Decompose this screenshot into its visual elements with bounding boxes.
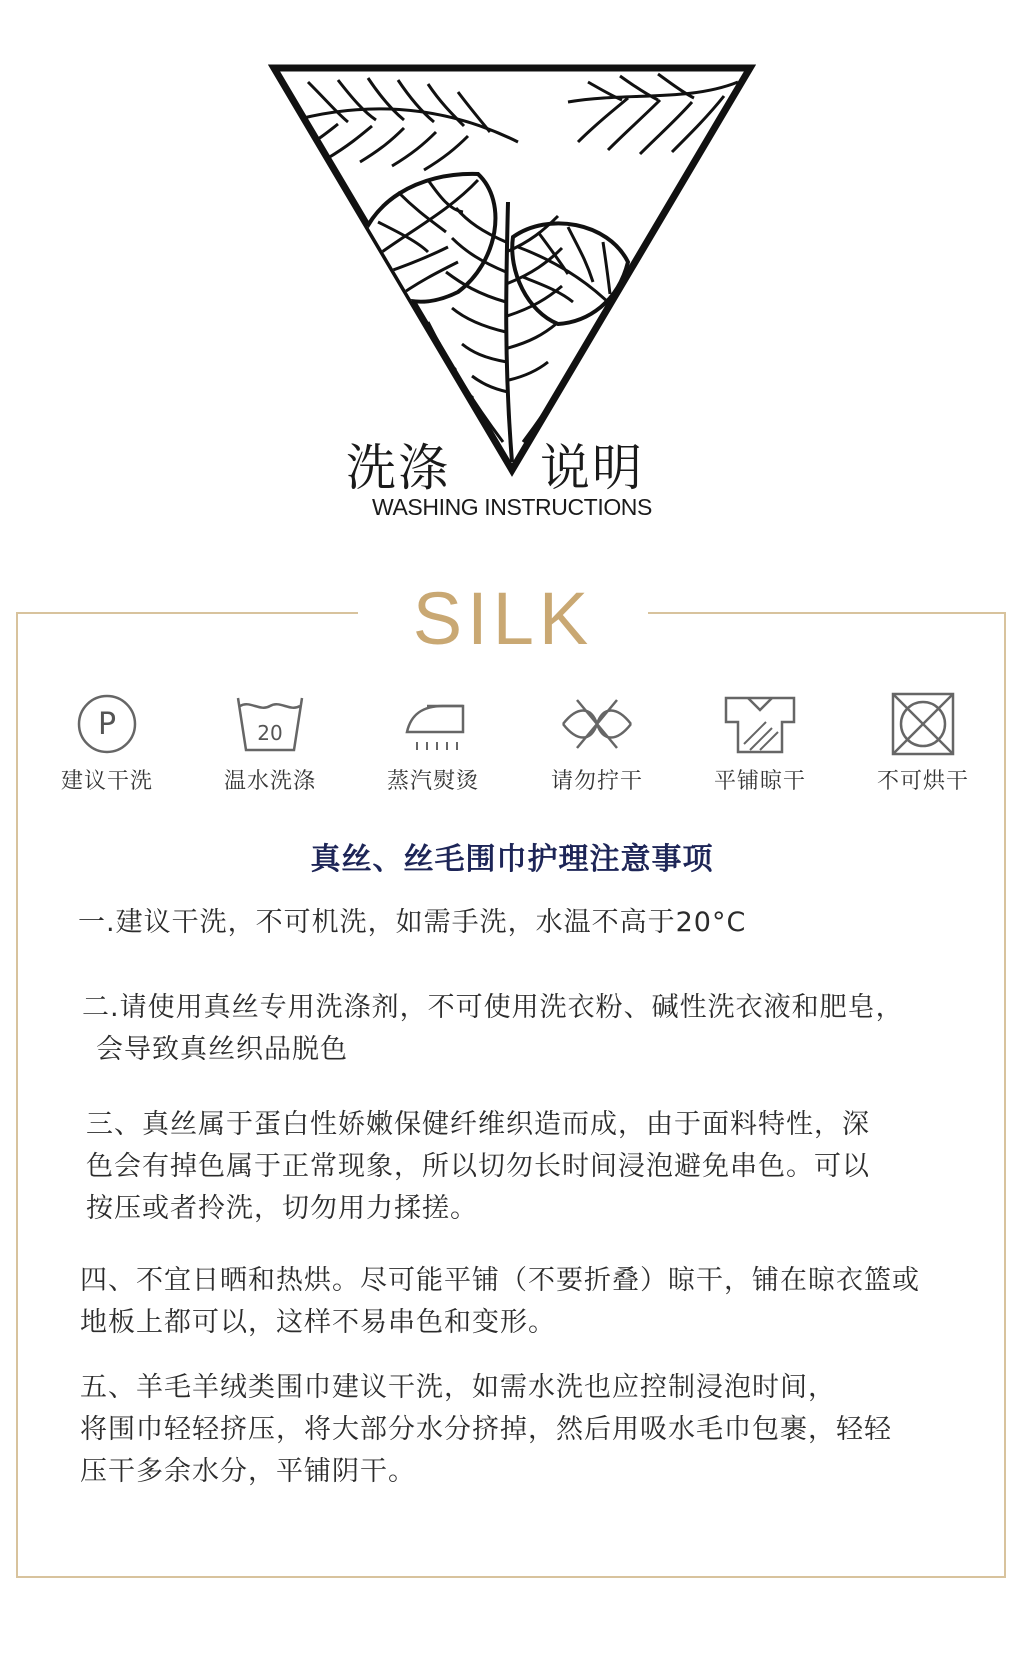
care-label: 平铺晾干 xyxy=(713,769,806,794)
note-line: 地板上都可以，这样不易串色和变形。 xyxy=(80,1307,556,1338)
care-label: 请勿拧干 xyxy=(550,769,643,794)
note-line: 压干多余水分，平铺阴干。 xyxy=(80,1456,416,1487)
title-washing: 洗涤 xyxy=(346,439,450,497)
note-line: 一.建议干洗，不可机洗，如需手洗，水温不高于20°C xyxy=(78,907,747,938)
silk-label: SILK xyxy=(412,577,594,660)
care-label: 建议干洗 xyxy=(60,769,153,794)
notes-title: 真丝、丝毛围巾护理注意事项 xyxy=(310,842,714,877)
tropical-leaves-icon xyxy=(268,62,756,482)
care-item-wash-20 xyxy=(195,692,345,795)
note-line: 三、真丝属于蛋白性娇嫩保健纤维织造而成，由于面料特性，深 xyxy=(86,1109,870,1140)
note-line: 五、羊毛羊绒类围巾建议干洗，如需水洗也应控制浸泡时间， xyxy=(80,1372,836,1403)
wash-temperature: 20 xyxy=(257,721,283,745)
note-5 xyxy=(80,1367,960,1493)
note-2 xyxy=(82,987,962,1071)
wash-20-icon xyxy=(232,692,308,756)
dry-flat-icon xyxy=(722,692,798,756)
do-not-wring-icon xyxy=(557,692,637,756)
svg-text:P: P xyxy=(97,707,117,742)
care-icons-row xyxy=(0,692,1024,802)
care-item-steam-iron xyxy=(358,692,508,795)
note-line: 色会有掉色属于正常现象，所以切勿长时间浸泡避免串色。可以 xyxy=(86,1151,870,1182)
care-item-dry-flat xyxy=(685,692,835,795)
dry-clean-p-icon xyxy=(75,692,139,756)
note-line: 会导致真丝织品脱色 xyxy=(96,1034,348,1065)
note-1 xyxy=(78,902,958,944)
care-item-no-tumble xyxy=(848,692,998,795)
steam-iron-icon xyxy=(393,692,473,756)
note-line: 将围巾轻轻挤压，将大部分水分挤掉，然后用吸水毛巾包裹，轻轻 xyxy=(80,1414,892,1445)
note-line: 按压或者拎洗，切勿用力揉搓。 xyxy=(86,1193,478,1224)
care-item-dry-clean xyxy=(32,692,182,795)
subtitle-washing-instructions: WASHING INSTRUCTIONS xyxy=(372,494,652,520)
do-not-tumble-dry-icon xyxy=(889,692,957,756)
care-label: 不可烘干 xyxy=(876,769,969,794)
note-3 xyxy=(86,1104,966,1230)
care-label: 温水洗涤 xyxy=(223,769,316,794)
leaf-triangle-emblem xyxy=(268,62,756,482)
title-instructions: 说明 xyxy=(540,439,644,497)
care-label: 蒸汽熨烫 xyxy=(386,769,479,794)
note-line: 四、不宜日晒和热烘。尽可能平铺（不要折叠）晾干，铺在晾衣篮或 xyxy=(80,1265,920,1296)
care-item-no-wring xyxy=(522,692,672,795)
note-line: 二.请使用真丝专用洗涤剂，不可使用洗衣粉、碱性洗衣液和肥皂， xyxy=(82,992,904,1023)
note-4 xyxy=(80,1260,960,1344)
